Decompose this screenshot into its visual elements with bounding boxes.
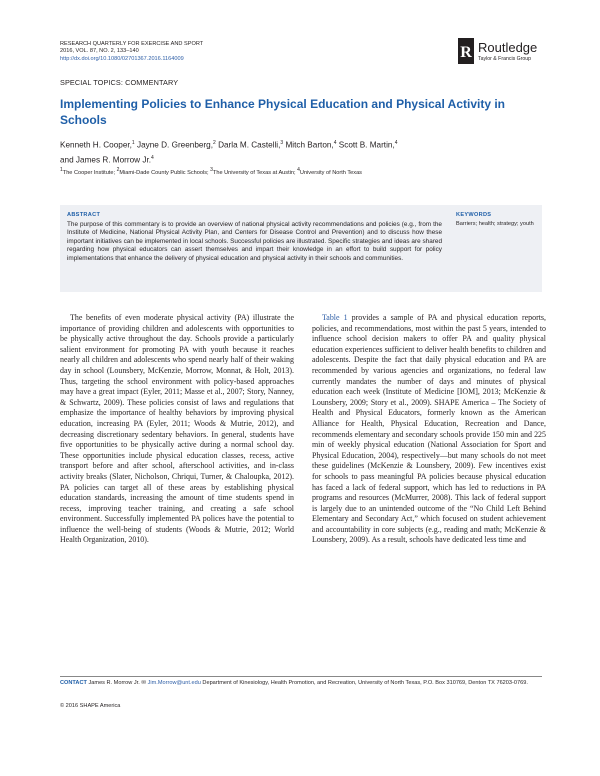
author: Jayne D. Greenberg, xyxy=(136,140,213,150)
doi-link[interactable]: http://dx.doi.org/10.1080/02701367.2016.1164009 xyxy=(60,55,184,62)
affiliation: The University of Texas at Austin; xyxy=(212,169,296,176)
publisher-logo xyxy=(458,38,558,68)
section-label: SPECIAL TOPICS: COMMENTARY xyxy=(60,78,179,87)
email-icon: ✉ xyxy=(141,680,147,686)
contact-address: Department of Kinesiology, Health Promotion, and Recreation, University of North Texas, P.O. Box 310769, Denton TX 76203-0769. xyxy=(202,680,528,686)
author-list: Kenneth H. Cooper,$^1$ Jayne D. Greenberg,$^2$ Darla M. Castelli,$^3$ Mitch Barton,$^4$ Scott B. Martin,$^4$ and James R. Morrow Jr.$^4$ xyxy=(60,140,398,165)
journal-issue: 2016, VOL. 87, NO. 2, 133–140 xyxy=(60,48,139,55)
author: Darla M. Castelli, xyxy=(218,140,281,150)
keywords-heading: KEYWORDS xyxy=(456,212,492,218)
table-1-link[interactable]: Table 1 xyxy=(322,313,348,322)
routledge-mark-icon xyxy=(458,38,474,64)
affiliations: $^1$The Cooper Institute; $^2$Miami-Dade County Public Schools; $^3$The University of Texas at Austin; $^4$University of North Texas xyxy=(60,167,362,176)
svg-text:R: R xyxy=(460,44,472,61)
footnote-divider xyxy=(60,676,542,677)
contact-name: James R. Morrow Jr. xyxy=(88,680,140,686)
publisher-name: Routledge xyxy=(478,40,538,55)
body-column-left xyxy=(60,313,294,643)
article-title: Implementing Policies to Enhance Physical Education and Physical Activity in Schools xyxy=(60,97,506,127)
abstract-heading: ABSTRACT xyxy=(67,212,101,218)
keywords-text: Barriers; health; strategy; youth xyxy=(456,221,534,227)
affiliation: University of North Texas xyxy=(299,169,362,176)
copyright: © 2016 SHAPE America xyxy=(60,703,121,709)
author: and James R. Morrow Jr. xyxy=(60,155,151,165)
author: Scott B. Martin, xyxy=(338,140,395,150)
journal-name: RESEARCH QUARTERLY FOR EXERCISE AND SPORT xyxy=(60,41,204,47)
contact-footnote xyxy=(60,680,542,687)
affiliation: Miami-Dade County Public Schools; xyxy=(119,169,209,176)
author: Mitch Barton, xyxy=(285,140,334,150)
affiliation: The Cooper Institute; xyxy=(62,169,116,176)
journal-info xyxy=(60,41,360,63)
body-paragraph: The benefits of even moderate physical activity (PA) illustrate the importance of providing children and adolescents with opportunities to be physically active throughout the day. Schools provide a particularly salient environment for promoting PA with youth because it reaches nearly all children and adolescents who spend nearly half of their waking day in school (Lounsbery, McKenzie, Morrow, Monnat, & Holt, 2013). Thus, targeting the school environment with policy-based approaches may have a great impact (Eyler, 2011; Masse et al., 2007; Story, Nanney, & Schwartz, 2009). These policies consist of laws and regulations that emphasize the importance of healthy behaviors by improving physical education, increasing PA (Eyler, 2011; Woods & Mutrie, 2012), and decreasing discretionary sedentary behaviors. In general, students have five opportunities to be physically active during a normal school day. These opportunities include physical education classes, recess, active transport before and after school, afterschool activities, and in-class activity breaks (Slater, Nicholson, Chriqui, Turner, & Chaloupka, 2012). PA policies can target all of these areas by establishing physical education standards, increasing the amount of time students spend in recess, improving teacher training, and creating a safe school environment. Successfully implemented PA polices have the potential to influence the well-being of students (Woods & Mutrie, 2012; World Health Organization, 2010). xyxy=(60,313,294,545)
abstract-text: The purpose of this commentary is to provide an overview of national physical activity recommendations and policies (e.g., from the Institute of Medicine, National Physical Activity Plan, and Centers for Disease Control and Prevention) and to discuss how these important initiatives can be implemented in local schools. Successful policies are illustrated. Specific strategies and ideas are shared regarding how physical educators can assert themselves and impart their knowledge in an effort to build support for policy implementations that enhance the delivery of physical education and physical activity in their schools and communities. xyxy=(67,221,442,262)
body-column-right xyxy=(312,313,546,643)
publisher-sub: Taylor & Francis Group xyxy=(478,56,532,62)
contact-label: CONTACT xyxy=(60,680,87,686)
contact-email-link[interactable]: Jim.Morrow@unt.edu xyxy=(147,680,201,686)
author: Kenneth H. Cooper, xyxy=(60,140,132,150)
body-paragraph: Table 1 provides a sample of PA and physical education reports, policies, and recommendations, most within the past 5 years, intended to influence school decision makers to offer PA and quality physical education experiences sufficient to deliver health benefits to children and adolescents. Despite the fact that daily physical education and PA are recommended by various agencies and organizations, no federal law currently mandates the number of days and minutes of physical education each week (Institute of Medicine [IOM], 2013; McKenzie & Lounsbery, 2009; Story et al., 2009). SHAPE America – The Society of Health and Physical Educators, formerly known as the American Alliance for Health, Physical Education, Recreation and Dance, recommends elementary and secondary schools provide 150 min and 225 min of weekly physical education (National Association for Sport and Physical Education, 2004), respectively—but many schools do not meet these guidelines (McKenzie & Lounsbery, 2009). Few incentives exist for schools to pass meaningful PA policies because physical education has faced a lack of federal support, which has led to reductions in PA programs and resources (McMurrer, 2008). This lack of federal support is largely due to an unintended outcome of the “No Child Left Behind Elementary and Secondary Act,” which focused on student achievement and accountability in core subjects (e.g., reading and math; McKenzie & Lounsbery, 2009). As a result, schools have dedicated less time and xyxy=(312,313,546,545)
